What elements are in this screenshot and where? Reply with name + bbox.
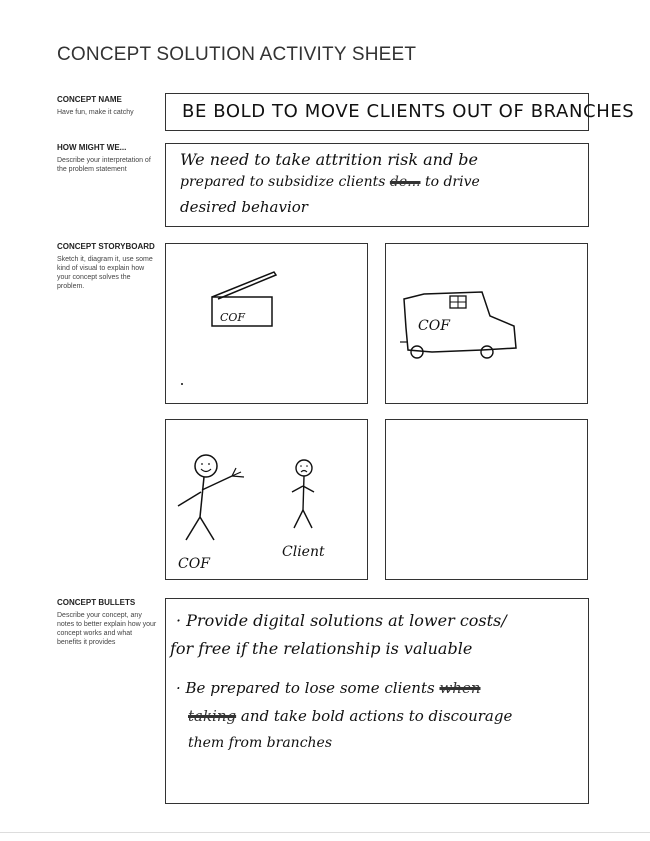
truck-sketch xyxy=(386,244,589,405)
hmw-line-2 xyxy=(180,174,480,190)
hmw-line-2-b: to drive xyxy=(424,174,480,190)
concept-name-box[interactable] xyxy=(165,93,635,131)
panel-1-label: COF xyxy=(220,311,246,324)
hmw-line-2-struck: de... xyxy=(389,174,421,190)
hmw-line-2-a: prepared to subsidize clients xyxy=(180,174,386,190)
hmw-heading: HOW MIGHT WE... xyxy=(57,143,127,152)
storyboard-panel-4[interactable] xyxy=(385,419,588,580)
page-title: CONCEPT SOLUTION ACTIVITY SHEET xyxy=(57,44,417,65)
bullet-2-line-1-a: · Be prepared to lose some clients xyxy=(176,679,435,697)
page-edge-line xyxy=(0,832,650,833)
concept-name-heading: CONCEPT NAME xyxy=(57,95,122,104)
concept-name-desc: Have fun, make it catchy xyxy=(57,109,134,116)
panel-2-label: COF xyxy=(418,318,450,334)
concept-name-text: BE BOLD TO MOVE CLIENTS OUT OF BRANCHES xyxy=(182,101,635,122)
hmw-label xyxy=(57,143,157,174)
bullets-desc: Describe your concept, any notes to better explain how your concept works and what benefits it provides xyxy=(57,612,157,646)
panel-3-label-cof: COF xyxy=(178,556,210,572)
bullet-2-line-2-struck: taking xyxy=(188,707,237,725)
hmw-line-1: We need to take attrition risk and be xyxy=(180,150,479,169)
bullet-2-line-3: them from branches xyxy=(188,735,333,751)
storyboard-panel-2[interactable] xyxy=(385,243,588,404)
storyboard-label xyxy=(57,242,157,291)
bullets-label xyxy=(57,598,157,647)
storyboard-desc: Sketch it, diagram it, use some kind of visual to explain how your concept solves the problem. xyxy=(57,256,153,290)
bullets-heading: CONCEPT BULLETS xyxy=(57,598,136,607)
storyboard-panel-3[interactable] xyxy=(165,419,368,580)
panel-3-label-client: Client xyxy=(282,544,325,560)
bullet-1-line-2: for free if the relationship is valuable xyxy=(170,639,473,658)
open-box-sketch xyxy=(166,244,369,405)
bullet-2-line-2 xyxy=(188,707,512,725)
bullet-2-line-2-b: and take bold actions to discourage xyxy=(240,707,513,725)
storyboard-panel-1[interactable] xyxy=(165,243,368,404)
storyboard-heading: CONCEPT STORYBOARD xyxy=(57,242,155,251)
bullet-1-line-1: · Provide digital solutions at lower costs/ xyxy=(176,611,507,630)
bullet-2-line-1-struck: when xyxy=(439,679,481,697)
concept-name-label xyxy=(57,95,157,117)
hmw-box[interactable] xyxy=(165,143,589,227)
hmw-desc: Describe your interpretation of the problem statement xyxy=(57,157,151,173)
hmw-line-3: desired behavior xyxy=(180,198,308,216)
bullets-box[interactable] xyxy=(165,598,589,804)
people-sketch xyxy=(166,420,369,581)
bullet-2-line-1 xyxy=(176,679,481,697)
